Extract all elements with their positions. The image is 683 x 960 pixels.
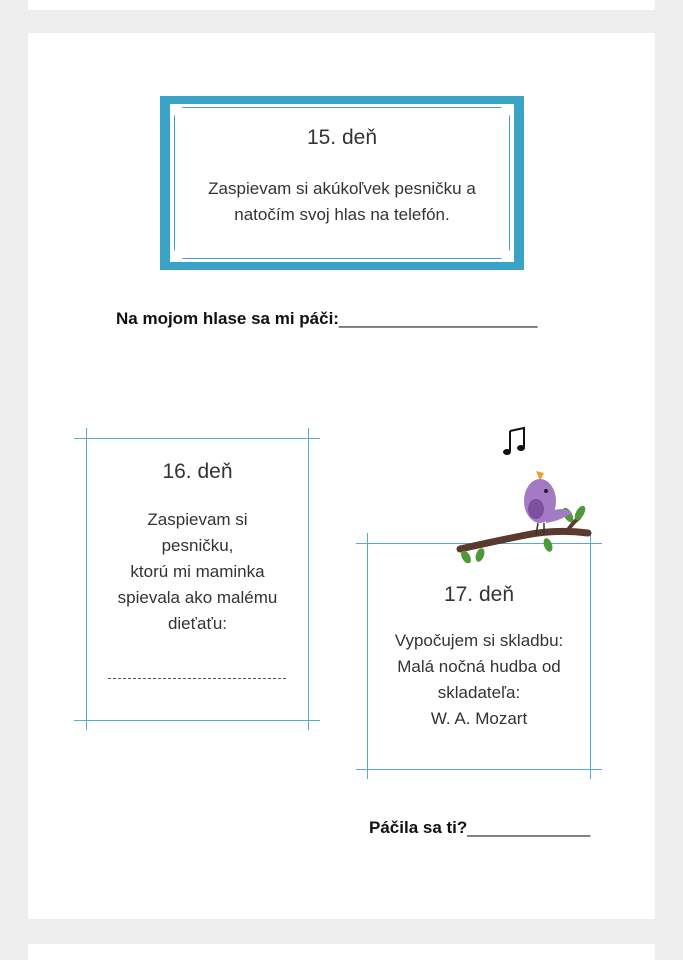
next-page-edge — [28, 944, 655, 960]
liked-prompt-blank[interactable]: _____________ — [467, 818, 591, 837]
card-day-17-line-4: W. A. Mozart — [430, 709, 528, 728]
card-day-17-title: 17. deň — [443, 583, 515, 606]
voice-prompt-text: Na mojom hlase sa mi páči: — [116, 309, 339, 328]
card-day-16-line-1: Zaspievam si — [147, 510, 248, 529]
singing-bird-icon — [456, 463, 596, 563]
card-day-17-line-3: skladateľa: — [437, 683, 521, 702]
card-day-16-line-2: pesničku, — [161, 536, 234, 555]
worksheet-page — [28, 33, 655, 919]
card-17-bottom-line — [356, 769, 602, 770]
liked-prompt — [369, 818, 590, 838]
voice-prompt-blank[interactable]: _____________________ — [338, 309, 538, 328]
card-16-right-line — [308, 428, 309, 730]
card-day-15-inner — [170, 104, 514, 262]
card-day-15-line-2: natočím svoj hlas na telefón. — [234, 205, 450, 224]
liked-prompt-text: Páčila sa ti? — [369, 818, 468, 837]
card-day-16-line-5: dieťaťu: — [167, 614, 228, 633]
card-day-17-line-1: Vypočujem si skladbu: — [394, 631, 564, 650]
card-17-right-line — [590, 533, 591, 779]
voice-prompt — [116, 309, 538, 329]
card-day-16-answer-line[interactable] — [108, 678, 286, 679]
card-day-15-line-1: Zaspievam si akúkoľvek pesničku a — [208, 179, 476, 198]
card-day-16-line-4: spievala ako malému — [117, 588, 278, 607]
card-16-bottom-line — [74, 720, 320, 721]
previous-page-edge — [28, 0, 655, 10]
card-16-top-line — [74, 438, 320, 439]
card-day-17-line-2: Malá nočná hudba od — [397, 657, 561, 676]
card-day-16-line-3: ktorú mi maminka — [130, 562, 265, 581]
card-day-15-title: 15. deň — [306, 126, 378, 149]
music-note-icon — [500, 425, 540, 465]
card-day-16-title: 16. deň — [162, 460, 233, 483]
card-day-15 — [160, 96, 524, 270]
